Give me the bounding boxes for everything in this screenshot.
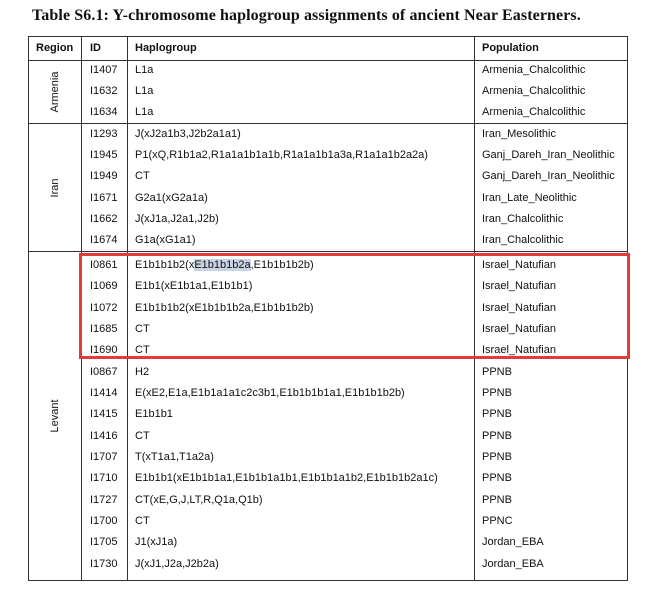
haplogroup: E(xE2,E1a,E1b1a1a1c2c3b1,E1b1b1b1a1,E1b1b1b2b) xyxy=(135,387,405,399)
header-population: Population xyxy=(482,42,539,54)
population: PPNB xyxy=(482,366,512,378)
table-row xyxy=(29,468,627,489)
haplogroup: L1a xyxy=(135,85,154,97)
header-region: Region xyxy=(36,42,74,54)
sample-id: I0867 xyxy=(90,366,118,378)
haplogroup: L1a xyxy=(135,106,154,118)
sample-id: I1674 xyxy=(90,234,118,246)
text-selection-highlight: E1b1b1b2a xyxy=(194,259,251,271)
sample-id: I1949 xyxy=(90,170,118,182)
haplogroup: CT xyxy=(135,170,150,182)
table-row xyxy=(29,188,627,209)
population: PPNB xyxy=(482,451,512,463)
table-row xyxy=(29,209,627,230)
table-row xyxy=(29,362,627,383)
sample-id: I1415 xyxy=(90,408,118,420)
haplogroup-part: E1b1b1b2(x xyxy=(135,259,195,271)
table-row xyxy=(29,145,627,166)
population: PPNB xyxy=(482,430,512,442)
population: Ganj_Dareh_Iran_Neolithic xyxy=(482,170,615,182)
haplogroup: P1(xQ,R1b1a2,R1a1a1b1a1b,R1a1a1b1a3a,R1a1a1b2a2a) xyxy=(135,149,428,161)
sample-id: I1705 xyxy=(90,536,118,548)
haplogroup-part: ,E1b1b1b2b) xyxy=(250,259,314,271)
sample-id: I1069 xyxy=(90,280,118,292)
table-row xyxy=(29,102,627,123)
sample-id: I1072 xyxy=(90,302,118,314)
region-label: Iran xyxy=(49,178,61,197)
table-row xyxy=(29,124,627,145)
haplogroup: J(xJ2a1b3,J2b2a1a1) xyxy=(135,128,241,140)
table-row xyxy=(29,60,627,81)
table-row xyxy=(29,426,627,447)
haplogroup: E1b1b1 xyxy=(135,408,173,420)
table-title: Table S6.1: Y-chromosome haplogroup assignments of ancient Near Easterners. xyxy=(32,7,581,24)
population: PPNB xyxy=(482,387,512,399)
population: Armenia_Chalcolithic xyxy=(482,106,586,118)
population: Iran_Chalcolithic xyxy=(482,213,564,225)
population: Israel_Natufian xyxy=(482,280,556,292)
population: Israel_Natufian xyxy=(482,259,556,271)
sample-id: I1730 xyxy=(90,558,118,570)
sample-id: I1662 xyxy=(90,213,118,225)
table-row xyxy=(29,447,627,468)
sample-id: I1727 xyxy=(90,494,118,506)
sample-id: I0861 xyxy=(90,259,118,271)
table-row xyxy=(29,511,627,532)
region-label: Armenia xyxy=(49,71,61,112)
population: Iran_Mesolithic xyxy=(482,128,556,140)
header-id: ID xyxy=(90,42,101,54)
sample-id: I1690 xyxy=(90,344,118,356)
population: Israel_Natufian xyxy=(482,344,556,356)
population: PPNC xyxy=(482,515,513,527)
population: PPNB xyxy=(482,408,512,420)
haplogroup: G2a1(xG2a1a) xyxy=(135,192,208,204)
sample-id: I1634 xyxy=(90,106,118,118)
table-row xyxy=(29,532,627,553)
table-row xyxy=(29,554,627,575)
haplogroup: E1b1(xE1b1a1,E1b1b1) xyxy=(135,280,253,292)
population: Israel_Natufian xyxy=(482,323,556,335)
sample-id: I1414 xyxy=(90,387,118,399)
table-row xyxy=(29,81,627,102)
haplogroup: CT(xE,G,J,LT,R,Q1a,Q1b) xyxy=(135,494,263,506)
population: Armenia_Chalcolithic xyxy=(482,85,586,97)
natufian-highlight-box xyxy=(79,253,630,359)
haplogroup: T(xT1a1,T1a2a) xyxy=(135,451,214,463)
header-haplogroup: Haplogroup xyxy=(135,42,197,54)
haplogroup: CT xyxy=(135,323,150,335)
population: Iran_Chalcolithic xyxy=(482,234,564,246)
sample-id: I1707 xyxy=(90,451,118,463)
sample-id: I1710 xyxy=(90,472,118,484)
haplogroup: J(xJ1,J2a,J2b2a) xyxy=(135,558,219,570)
table-row xyxy=(29,383,627,404)
population: Jordan_EBA xyxy=(482,558,544,570)
sample-id: I1632 xyxy=(90,85,118,97)
haplogroup: E1b1b1(xE1b1b1a1,E1b1b1a1b1,E1b1b1a1b2,E1b1b1b2a1c) xyxy=(135,472,438,484)
table-header xyxy=(29,37,627,61)
haplogroup: E1b1b1b2(xE1b1b1b2a,E1b1b1b2b) xyxy=(135,302,314,314)
population: Iran_Late_Neolithic xyxy=(482,192,577,204)
sample-id: I1407 xyxy=(90,64,118,76)
population: Jordan_EBA xyxy=(482,536,544,548)
sample-id: I1671 xyxy=(90,192,118,204)
sample-id: I1685 xyxy=(90,323,118,335)
table-row xyxy=(29,404,627,425)
population: Israel_Natufian xyxy=(482,302,556,314)
haplogroup: CT xyxy=(135,515,150,527)
population: Armenia_Chalcolithic xyxy=(482,64,586,76)
region-label: Levant xyxy=(49,399,61,433)
haplogroup: L1a xyxy=(135,64,154,76)
sample-id: I1293 xyxy=(90,128,118,140)
haplogroup: J(xJ1a,J2a1,J2b) xyxy=(135,213,219,225)
table-row xyxy=(29,230,627,251)
haplogroup: CT xyxy=(135,430,150,442)
population: PPNB xyxy=(482,472,512,484)
sample-id: I1416 xyxy=(90,430,118,442)
sample-id: I1945 xyxy=(90,149,118,161)
population: Ganj_Dareh_Iran_Neolithic xyxy=(482,149,615,161)
haplogroup: J1(xJ1a) xyxy=(135,536,178,548)
group-divider xyxy=(29,251,627,252)
haplogroup: G1a(xG1a1) xyxy=(135,234,196,246)
table-row xyxy=(29,166,627,187)
table-row xyxy=(29,490,627,511)
haplogroup: H2 xyxy=(135,366,150,378)
population: PPNB xyxy=(482,494,512,506)
haplogroup: CT xyxy=(135,344,150,356)
sample-id: I1700 xyxy=(90,515,118,527)
